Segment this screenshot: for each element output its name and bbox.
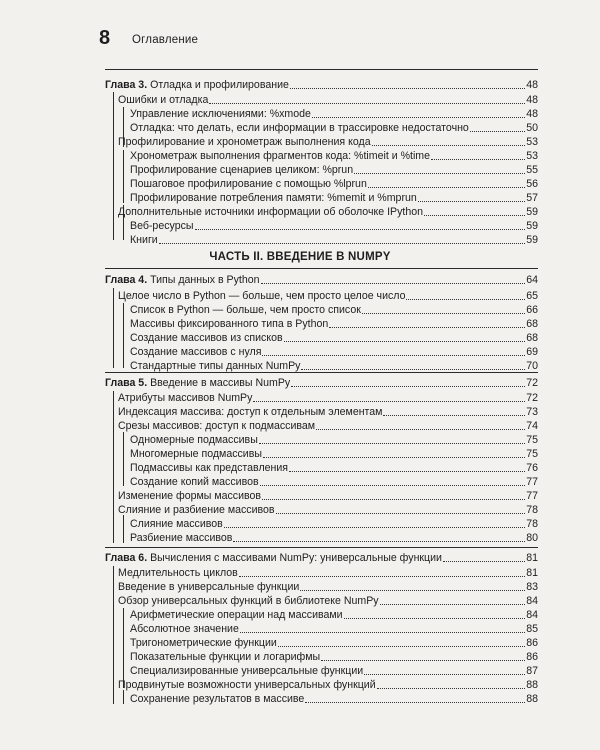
chapter-title: Введение в массивы NumPy xyxy=(150,377,291,389)
chapter-6-heading[interactable] xyxy=(105,551,538,565)
chapter-label: Глава 3. xyxy=(105,79,148,91)
toc-entry[interactable]: Книги 59 xyxy=(130,234,538,246)
chapter-label: Глава 5. xyxy=(105,377,148,389)
toc-entry[interactable]: Профилирование сценариев целиком: %prun 55 xyxy=(130,164,538,176)
toc-entry[interactable]: Тригонометрические функции 86 xyxy=(130,637,538,649)
rule xyxy=(105,372,538,373)
toc-entry[interactable]: Арифметические операции над массивами 84 xyxy=(130,609,538,621)
toc-entry[interactable]: Медлительность циклов 81 xyxy=(118,567,538,579)
toc-entry[interactable]: Одномерные подмассивы 75 xyxy=(130,434,538,446)
chapter-label: Глава 4. xyxy=(105,274,148,286)
chapter-3-heading[interactable] xyxy=(105,78,538,92)
rule xyxy=(105,547,538,548)
toc-entry[interactable]: Обзор универсальных функций в библиотеке NumPy 84 xyxy=(118,595,538,607)
chapter-5-bar xyxy=(113,391,114,543)
toc-entry[interactable]: Введение в универсальные функции 83 xyxy=(118,581,538,593)
chapter-4-heading[interactable] xyxy=(105,273,538,287)
page-ref: 48 xyxy=(526,79,538,91)
toc-entry[interactable]: Список в Python — больше, чем просто список 66 xyxy=(130,304,538,316)
toc-entry[interactable]: Управление исключениями: %xmode 48 xyxy=(130,108,538,120)
page-ref: 81 xyxy=(526,552,538,564)
chapter-4-bar xyxy=(113,288,114,368)
toc-entry[interactable]: Индексация массива: доступ к отдельным элементам 73 xyxy=(118,406,538,418)
group-bar xyxy=(123,150,124,203)
toc-entry[interactable]: Сохранение результатов в массиве 88 xyxy=(130,693,538,705)
page-ref: 64 xyxy=(526,274,538,286)
toc-entry[interactable]: Массивы фиксированного типа в Python 68 xyxy=(130,318,538,330)
toc-entry[interactable]: Профилирование и хронометраж выполнения кода 53 xyxy=(118,136,538,148)
toc-entry[interactable]: Отладка: что делать, если информации в трассировке недостаточно 50 xyxy=(130,122,538,134)
toc-entry[interactable]: Целое число в Python — больше, чем просто целое число 65 xyxy=(118,290,538,302)
toc-entry[interactable]: Показательные функции и логарифмы 86 xyxy=(130,651,538,663)
chapter-title: Отладка и профилирование xyxy=(150,79,289,91)
part-2-title[interactable]: ЧАСТЬ II. ВВЕДЕНИЕ В NUMPY xyxy=(209,251,391,263)
toc-entry[interactable]: Абсолютное значение 85 xyxy=(130,623,538,635)
chapter-3-bar xyxy=(113,92,114,240)
chapter-6-bar xyxy=(113,566,114,704)
toc-entry[interactable]: Веб-ресурсы 59 xyxy=(130,220,538,232)
toc-entry[interactable]: Срезы массивов: доступ к подмассивам 74 xyxy=(118,420,538,432)
toc-entry[interactable]: Ошибки и отладка 48 xyxy=(118,94,538,106)
toc-entry[interactable]: Дополнительные источники информации об оболочке IPython 59 xyxy=(118,206,538,218)
group-bar xyxy=(123,690,124,704)
chapter-5-heading[interactable] xyxy=(105,376,538,390)
toc-entry[interactable]: Подмассивы как представления 76 xyxy=(130,462,538,474)
group-bar xyxy=(123,608,124,688)
chapter-title: Вычисления с массивами NumPy: универсальные функции xyxy=(150,552,442,564)
group-bar xyxy=(123,303,124,368)
page-ref: 72 xyxy=(526,377,538,389)
group-bar xyxy=(123,432,124,486)
toc-entry[interactable]: Специализированные универсальные функции 87 xyxy=(130,665,538,677)
toc-entry[interactable]: Хронометраж выполнения фрагментов кода: %timeit и %time 53 xyxy=(130,150,538,162)
toc-entry[interactable]: Стандартные типы данных NumPy 70 xyxy=(130,360,538,372)
toc-entry[interactable]: Профилирование потребления памяти: %memit и %mprun 57 xyxy=(130,192,538,204)
toc-entry[interactable]: Создание массивов из списков 68 xyxy=(130,332,538,344)
toc-entry[interactable]: Многомерные подмассивы 75 xyxy=(130,448,538,460)
toc-entry[interactable]: Атрибуты массивов NumPy 72 xyxy=(118,392,538,404)
toc-entry[interactable]: Создание копий массивов 77 xyxy=(130,476,538,488)
toc-entry[interactable]: Изменение формы массивов 77 xyxy=(118,490,538,502)
toc-entry[interactable]: Создание массивов с нуля 69 xyxy=(130,346,538,358)
toc-entry[interactable]: Слияние массивов 78 xyxy=(130,518,538,530)
rule xyxy=(105,268,538,269)
chapter-title: Типы данных в Python xyxy=(150,274,260,286)
toc-entry[interactable]: Пошаговое профилирование с помощью %lprun 56 xyxy=(130,178,538,190)
toc-entry[interactable]: Продвинутые возможности универсальных функций 88 xyxy=(118,679,538,691)
rule-top xyxy=(105,69,538,70)
page-number: 8 xyxy=(99,27,111,49)
group-bar xyxy=(123,515,124,543)
chapter-label: Глава 6. xyxy=(105,552,148,564)
toc-entry[interactable]: Разбиение массивов 80 xyxy=(130,532,538,544)
toc-entry[interactable]: Слияние и разбиение массивов 78 xyxy=(118,504,538,516)
running-title: Оглавление xyxy=(132,34,199,46)
